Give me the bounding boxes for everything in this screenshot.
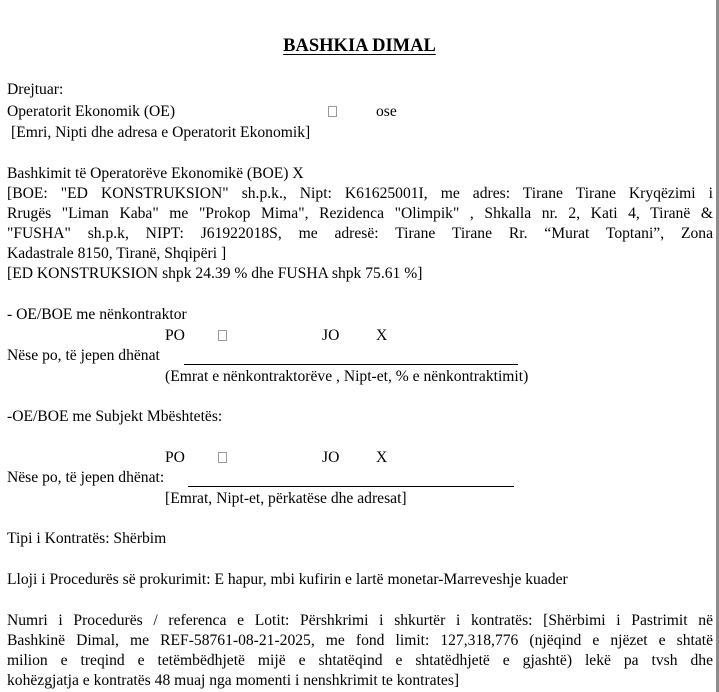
procedure-number-line-1: Numri i Procedurës / referenca e Lotit: Përshkrimi i shkurtër i kontratës: [Shërbimi i Pastrimit në: [7, 612, 713, 629]
consortium-details-line-3: "FUSHA" sh.p.k, NIPT: J61922018S, me adresë: Tirane Tirane Rr. “Murat Toptani”, Zona: [7, 225, 713, 242]
support-entity-yes-checkbox: [218, 448, 227, 468]
consortium-shares: [ED KONSTRUKSION shpk 24.39 % dhe FUSHA shpk 75.61 %]: [7, 265, 423, 282]
contract-type: Tipi i Kontratës: Shërbim: [7, 530, 167, 547]
consortium-details-line-1: [BOE: "ED KONSTRUKSION" sh.p.k., Nipt: K61625001I, me adres: Tirane Tirane Kryqëzimi i: [7, 185, 713, 202]
consortium-details-line-2: Rrugës "Liman Kaba" me "Prokop Mima", Rezidenca "Olimpik" , Shkalla nr. 2, Kati 4, Tiranë &: [7, 205, 713, 222]
procedure-number-line-3: milion e treqind e tetëmbëdhjetë mijë e shtatëqind e shtatëdhjetë e gjashtë) lekë pa tvsh dhe: [7, 652, 713, 669]
support-entity-if-yes: Nëse po, të jepen dhënat:: [7, 469, 165, 486]
subcontractor-no-label: JO: [322, 327, 340, 344]
document-title: BASHKIA DIMAL: [283, 36, 436, 56]
consortium-details-line-4: Kadastrale 8150, Tiranë, Shqipëri ]: [7, 245, 227, 262]
procedure-number-line-2: Bashkinë Dimal, me REF-58761-08-21-2025, me fond limit: 127,318,776 (njëqind e njëzet e shtatë: [7, 632, 713, 649]
consortium-label: Bashkimit të Operatorëve Ekonomikë (BOE) X: [7, 165, 304, 182]
procedure-number-line-4: kohëzgjatja e kontratës 48 muaj nga momenti i nenshkrimit te kontrates]: [7, 672, 460, 689]
subcontractor-yes-label: PO: [165, 327, 185, 344]
support-entity-heading: -OE/BOE me Subjekt Mbështetës:: [7, 408, 223, 425]
support-entity-note: [Emrat, Nipt-et, përkatëse dhe adresat]: [165, 490, 407, 507]
operator-or-text: ose: [376, 103, 397, 120]
subcontractor-no-mark: X: [376, 327, 388, 344]
operator-checkbox: [328, 102, 337, 122]
support-entity-no-label: JO: [322, 449, 340, 466]
subcontractor-heading: - OE/BOE me nënkontraktor: [7, 306, 187, 323]
addressed-to-label: Drejtuar:: [7, 81, 64, 98]
procedure-type: Lloji i Procedurës së prokurimit: E hapur, mbi kufirin e lartë monetar-Marreveshje kuader: [7, 571, 568, 588]
subcontractor-note: (Emrat e nënkontraktorëve , Nipt-et, % e nënkontraktimit): [165, 368, 529, 385]
subcontractor-yes-checkbox: [218, 326, 227, 346]
operator-label: Operatorit Ekonomik (OE): [7, 103, 176, 120]
support-entity-no-mark: X: [376, 449, 388, 466]
support-entity-yes-label: PO: [165, 449, 185, 466]
operator-bracket-note: [Emri, Nipti dhe adresa e Operatorit Ekonomik]: [11, 124, 311, 141]
support-entity-fill-line: [188, 486, 514, 487]
subcontractor-if-yes: Nëse po, të jepen dhënat: [7, 347, 160, 364]
subcontractor-fill-line: [184, 364, 518, 365]
